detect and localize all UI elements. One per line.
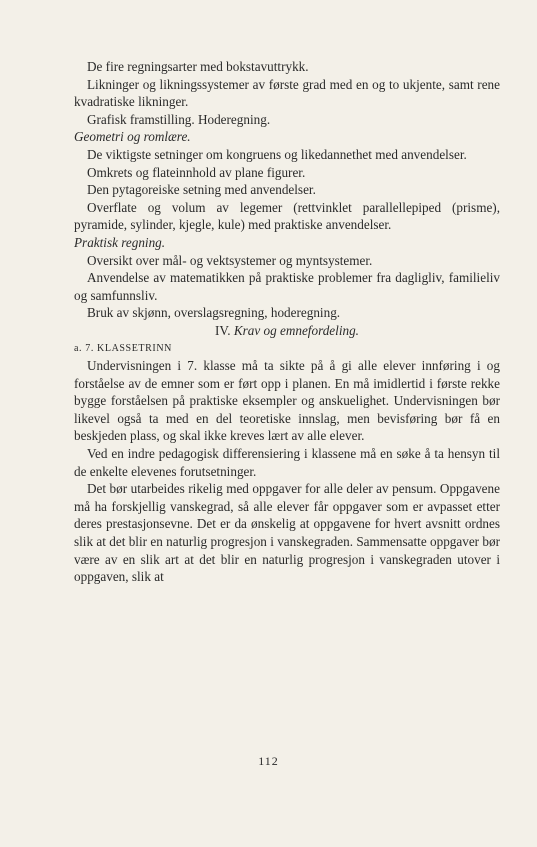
text-line: Oversikt over mål- og vektsystemer og myntsystemer.	[87, 252, 373, 268]
text-line: Bruk av skjønn, overslagsregning, hoderegning.	[87, 305, 341, 321]
body-paragraph: Undervisningen i 7. klasse må ta sikte på å gi alle elever innføring i og forståelse av de emner som er ført opp i planen. En må imidlertid i første rekke bygge forståelsen på praktiske eksempler og anskuelighet. Undervisningen bør likevel også ta med en del teoretiske innslag, men bevisføring bør få en beskjeden plass, og skal ikke kreves lært av alle elever.	[74, 358, 500, 444]
chapter-heading	[74, 322, 500, 340]
body-paragraph: Det bør utarbeides rikelig med oppgaver for alle deler av pensum. Oppgavene må ha forskjellig vanskegrad, så alle elever får oppgaver som er avpasset etter deres prestasjonsevne. Det er da ønskelig at oppgavene for hvert avsnitt ordnes slik at det blir en naturlig progresjon i vanskegraden. Sammensatte oppgaver bør være av en slik art at det blir en naturlig progresjon i vanskegraden utover i oppgaven, slik at	[74, 481, 500, 585]
text-line: De viktigste setninger om kongruens og likedannethet med anvendelser.	[87, 146, 467, 162]
page-body	[74, 58, 500, 586]
section-heading-geometri: Geometri og romlære.	[74, 129, 191, 145]
text-line: Overflate og volum av legemer (rettvinklet parallellepiped (prisme), pyramide, sylinder, kjegle, kule) med praktiske anvendelser.	[74, 199, 500, 233]
section-geometri	[74, 146, 500, 234]
text-line: Grafisk framstilling. Hoderegning.	[87, 111, 271, 127]
section-heading-praktisk: Praktisk regning.	[74, 234, 166, 250]
text-line: Den pytagoreiske setning med anvendelser.	[87, 182, 316, 198]
subsection-heading: a. 7. KLASSETRINN	[74, 342, 172, 354]
page-number: 112	[258, 754, 279, 768]
text-line: De fire regningsarter med bokstavuttrykk.	[87, 59, 309, 74]
text-line: Anvendelse av matematikken på praktiske problemer fra dagligliv, familieliv og samfunnsliv.	[74, 270, 500, 303]
text-line: Likninger og likningssystemer av første grad med en og to ukjente, samt rene kvadratiske likninger.	[74, 76, 500, 110]
text-line: Omkrets og flateinnhold av plane figurer.	[87, 164, 306, 180]
chapter-title: Krav og emnefordeling.	[233, 322, 359, 338]
body-paragraph: Ved en indre pedagogisk differensiering i klassene må en søke å ta hensyn til de enkelte elevenes forutsetninger.	[74, 446, 500, 479]
section-praktisk	[74, 252, 500, 322]
section-algebra	[74, 58, 500, 128]
chapter-number: IV.	[215, 322, 231, 338]
